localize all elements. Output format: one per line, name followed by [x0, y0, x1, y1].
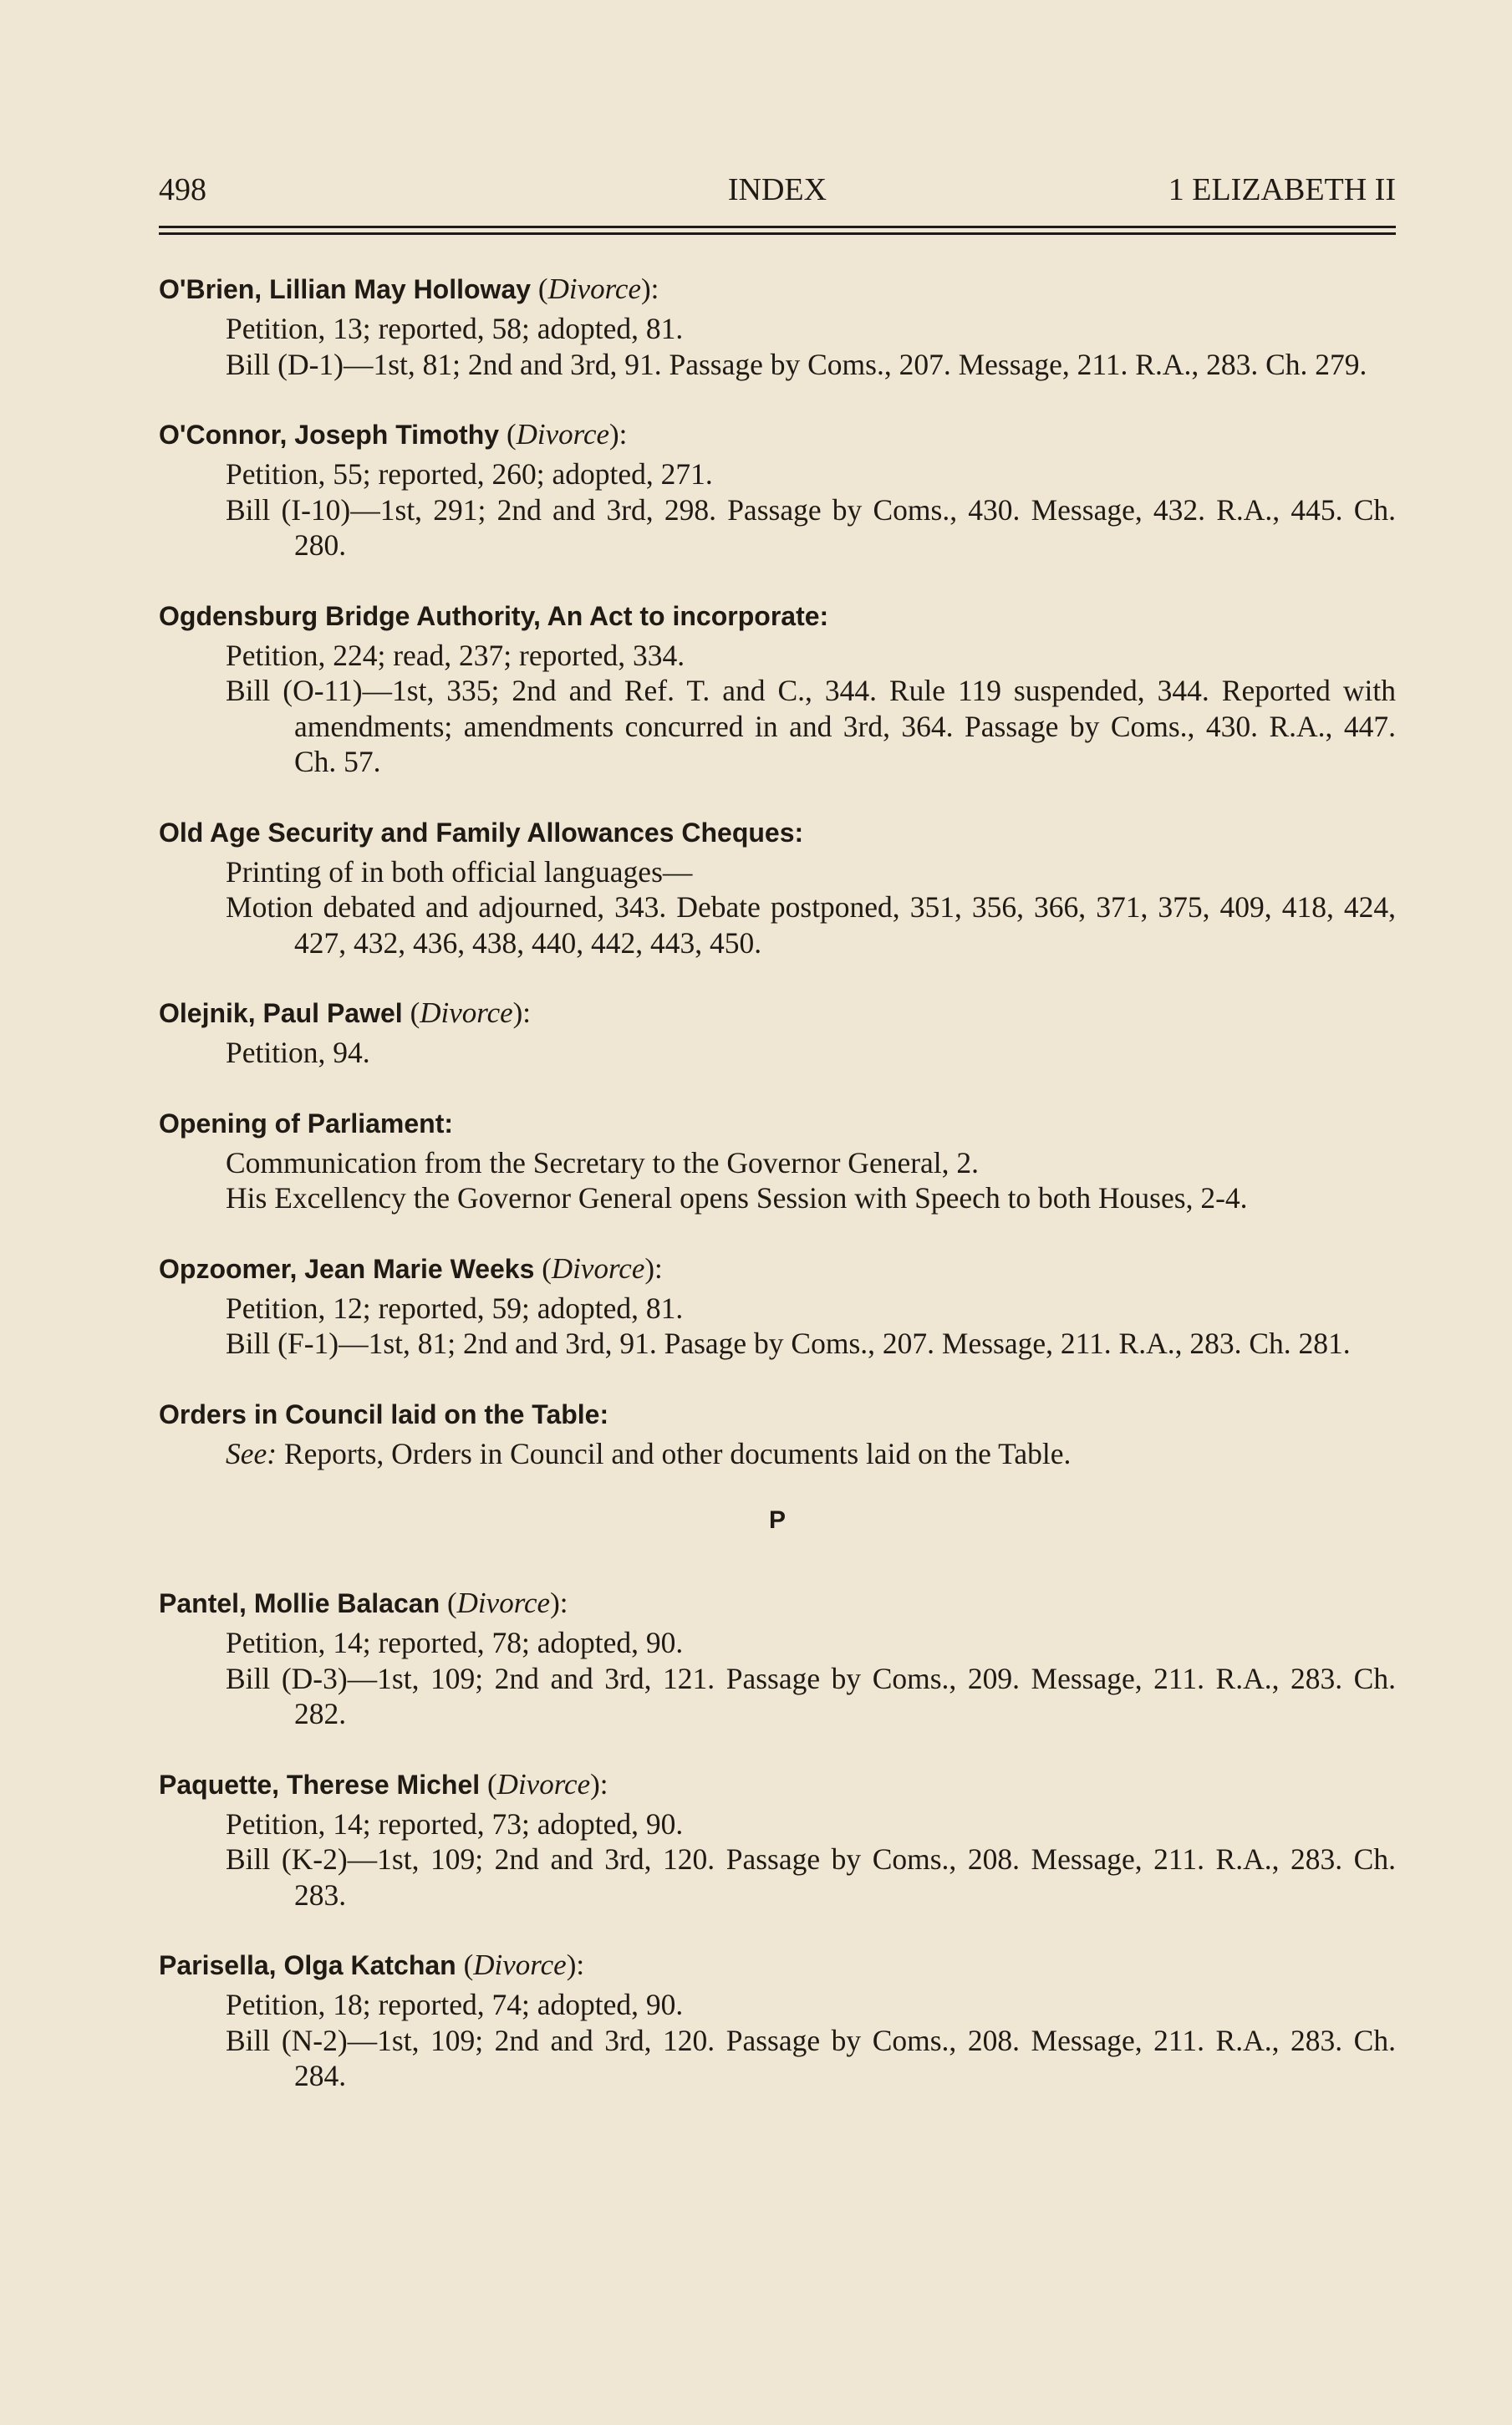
- index-entry: Parisella, Olga Katchan (Divorce): Petition, 18; reported, 74; adopted, 90. Bill (N-2)—1st, 109; 2nd and 3rd, 120. Passage by Coms., 208. Message, 211. R.A., 283. Ch. 284.: [159, 1949, 1396, 2092]
- entry-note: Divorce: [516, 418, 610, 451]
- entry-line: Bill (I-10)—1st, 291; 2nd and 3rd, 298. Passage by Coms., 430. Message, 432. R.A., 445. Ch. 280.: [226, 492, 1396, 562]
- entry-note: Divorce: [420, 996, 513, 1029]
- entry-heading: Olejnik, Paul Pawel: [159, 998, 403, 1028]
- entry-line: Motion debated and adjourned, 343. Debate postponed, 351, 356, 366, 371, 375, 409, 418, 424, 427, 432, 436, 438, 440, 442, 443, 450.: [226, 890, 1396, 960]
- entry-line: Petition, 18; reported, 74; adopted, 90.: [226, 1988, 684, 2021]
- entry-line: Petition, 55; reported, 260; adopted, 271.: [226, 457, 713, 491]
- entry-line: Bill (D-1)—1st, 81; 2nd and 3rd, 91. Passage by Coms., 207. Message, 211. R.A., 283. Ch. 279.: [226, 347, 1367, 381]
- entry-note: Divorce: [496, 1767, 591, 1801]
- entry-line: Petition, 14; reported, 78; adopted, 90.: [226, 1626, 684, 1659]
- index-entry: [159, 1394, 1396, 1472]
- entry-line: Bill (D-3)—1st, 109; 2nd and 3rd, 121. Passage by Coms., 209. Message, 211. R.A., 283. Ch. 282.: [226, 1661, 1396, 1730]
- index-entry: Paquette, Therese Michel (Divorce): Petition, 14; reported, 73; adopted, 90. Bill (K-2)—1st, 109; 2nd and 3rd, 120. Passage by Coms., 208. Message, 211. R.A., 283. Ch. 283.: [159, 1767, 1396, 1912]
- entry-heading: Ogdensburg Bridge Authority, An Act to incorporate:: [159, 600, 829, 631]
- entry-line: [159, 1436, 1396, 1472]
- index-entry: Opzoomer, Jean Marie Weeks (Divorce): Petition, 12; reported, 59; adopted, 81. Bill (F-1)—1st, 81; 2nd and 3rd, 91. Pasage by Coms., 207. Message, 211. R.A., 283. Ch. 281.: [159, 1249, 1396, 1362]
- entry-line: Petition, 13; reported, 58; adopted, 81.: [226, 312, 684, 345]
- entry-heading: Parisella, Olga Katchan: [159, 1950, 456, 1980]
- entry-line: Petition, 14; reported, 73; adopted, 90.: [226, 1806, 684, 1841]
- entry-line: Petition, 224; read, 237; reported, 334.: [226, 638, 685, 672]
- entry-note: Divorce: [456, 1587, 551, 1619]
- header-rule-top: [159, 226, 1396, 228]
- entry-heading: Orders in Council laid on the Table:: [159, 1398, 609, 1429]
- index-entry: Olejnik, Paul Pawel (Divorce): Petition, 94.: [159, 993, 1396, 1071]
- entry-line: Bill (O-11)—1st, 335; 2nd and Ref. T. and C., 344. Rule 119 suspended, 344. Reported with amendments; amendments concurred in and 3rd, 364. Passage by Coms., 430. R.A., 447. Ch. 57.: [226, 674, 1396, 778]
- entry-line: Communication from the Secretary to the Governor General, 2.: [226, 1145, 980, 1179]
- page-number: 498: [159, 172, 206, 207]
- see-reference: Reports, Orders in Council and other documents laid on the Table.: [283, 1436, 1072, 1470]
- running-head: [159, 167, 1396, 212]
- index-entry: [159, 596, 1396, 780]
- entry-heading: Pantel, Mollie Balacan: [159, 1588, 440, 1618]
- entry-line: Petition, 94.: [226, 1036, 370, 1069]
- entry-note: Divorce: [551, 1251, 645, 1285]
- entry-line: Bill (F-1)—1st, 81; 2nd and 3rd, 91. Pasage by Coms., 207. Message, 211. R.A., 283. Ch. 281.: [226, 1327, 1351, 1360]
- index-entry: O'Connor, Joseph Timothy (Divorce): Petition, 55; reported, 260; adopted, 271. Bill (I-10)—1st, 291; 2nd and 3rd, 298. Passage by Coms., 430. Message, 432. R.A., 445. Ch. 280.: [159, 418, 1396, 562]
- entry-line: Bill (K-2)—1st, 109; 2nd and 3rd, 120. Passage by Coms., 208. Message, 211. R.A., 283. Ch. 283.: [226, 1842, 1396, 1912]
- page-title: INDEX: [727, 172, 827, 207]
- index-content: [159, 269, 1396, 2127]
- entry-line: Petition, 12; reported, 59; adopted, 81.: [226, 1291, 684, 1325]
- index-entry: [159, 1103, 1396, 1216]
- entry-note: Divorce: [547, 273, 642, 305]
- index-entry: [159, 813, 1396, 961]
- volume-label: 1 ELIZABETH II: [1168, 172, 1396, 207]
- entry-heading: O'Brien, Lillian May Holloway: [159, 274, 532, 304]
- index-entry: O'Brien, Lillian May Holloway (Divorce): Petition, 13; reported, 58; adopted, 81. Bill (D-1)—1st, 81; 2nd and 3rd, 91. Passage by Coms., 207. Message, 211. R.A., 283. Ch. 279.: [159, 269, 1396, 382]
- entry-line: Printing of in both official languages—: [226, 854, 693, 889]
- entry-line: Bill (N-2)—1st, 109; 2nd and 3rd, 120. Passage by Coms., 208. Message, 211. R.A., 283. Ch. 284.: [226, 2023, 1396, 2092]
- see-label: See:: [226, 1436, 277, 1470]
- entry-heading: O'Connor, Joseph Timothy: [159, 420, 500, 450]
- entry-note: Divorce: [473, 1949, 567, 1981]
- entry-heading: Paquette, Therese Michel: [159, 1769, 481, 1800]
- entry-heading: Old Age Security and Family Allowances Cheques:: [159, 817, 804, 848]
- entry-heading: Opzoomer, Jean Marie Weeks: [159, 1253, 535, 1284]
- header-rule-bottom: [159, 232, 1396, 235]
- entry-line: His Excellency the Governor General opens Session with Speech to both Houses, 2-4.: [226, 1181, 1248, 1215]
- section-letter: P: [768, 1506, 786, 1534]
- index-entry: Pantel, Mollie Balacan (Divorce): Petition, 14; reported, 78; adopted, 90. Bill (D-3)—1st, 109; 2nd and 3rd, 121. Passage by Coms., 209. Message, 211. R.A., 283. Ch. 282.: [159, 1587, 1396, 1730]
- entry-heading: Opening of Parliament:: [159, 1108, 454, 1139]
